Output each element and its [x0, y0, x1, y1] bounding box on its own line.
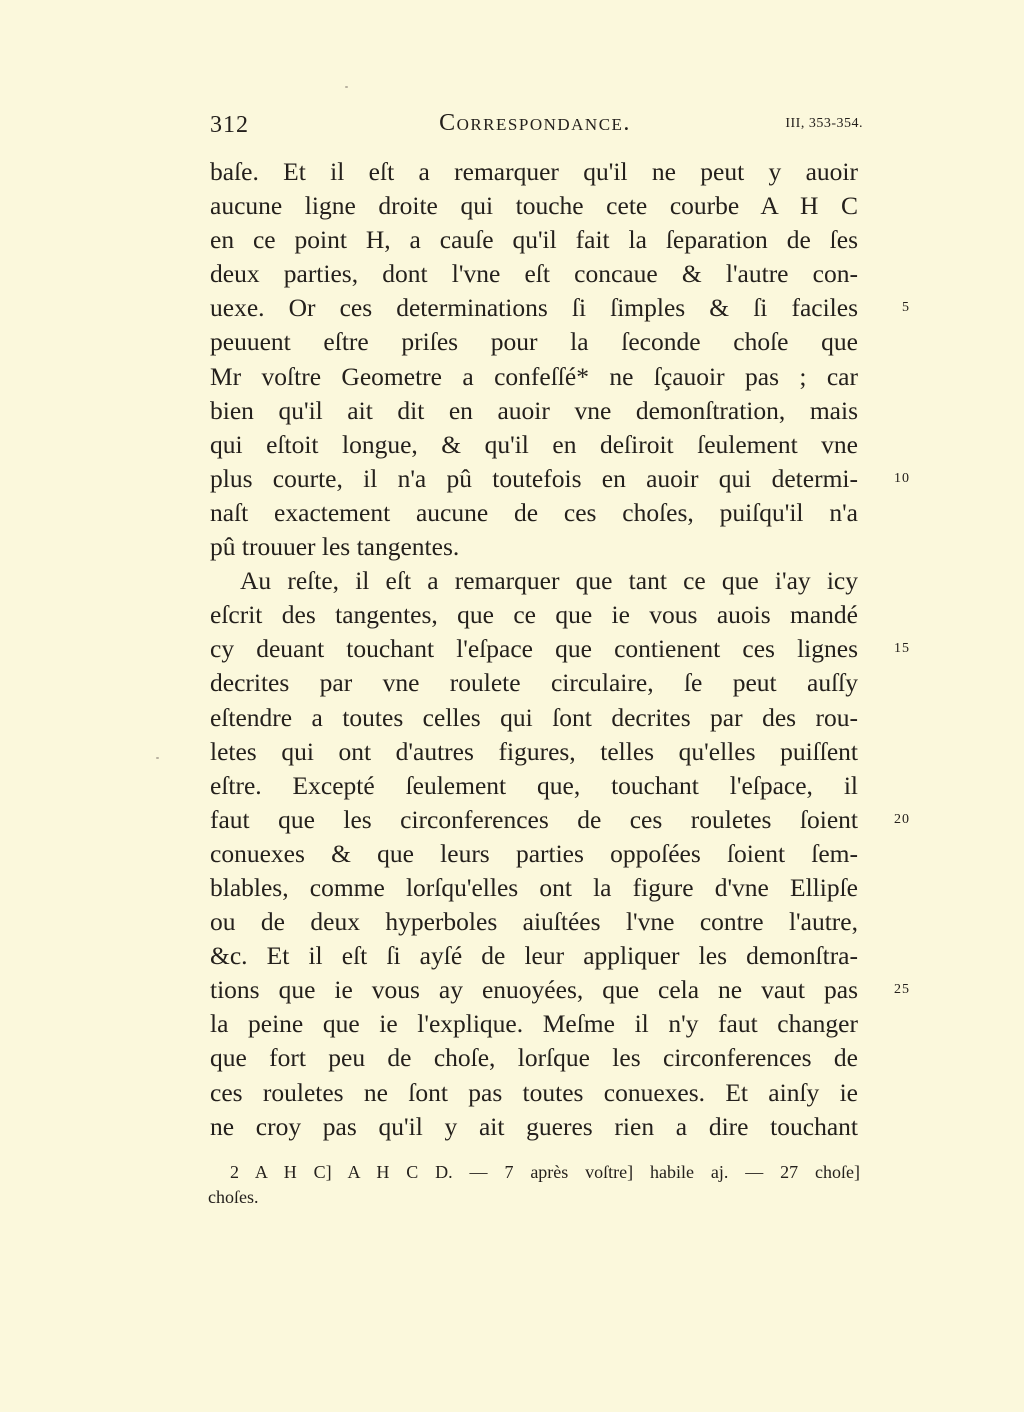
line-number: 5	[902, 300, 910, 316]
line-number: 20	[894, 811, 910, 827]
text-line: eſtendre a toutes celles qui ſont decrites par des rou-	[210, 702, 858, 732]
text-line: qui eſtoit longue, & qu'il en deſiroit ſeulement vne	[210, 429, 858, 459]
text-line: ne croy pas qu'il y ait gueres rien a dire touchant	[210, 1111, 858, 1141]
page-number: 312	[210, 112, 249, 138]
page-reference: III, 353-354.	[785, 116, 863, 131]
running-title: Correspondance.	[439, 110, 631, 136]
text-line: decrites par vne roulete circulaire, ſe peut auſſy	[210, 668, 858, 698]
text-line: la peine que ie l'explique. Meſme il n'y faut changer	[210, 1009, 858, 1039]
text-line: en ce point H, a cauſe qu'il fait la ſeparation de ſes	[210, 225, 858, 255]
text-line: eſcrit des tangentes, que ce que ie vous auois mandé	[210, 600, 858, 630]
text-line: faut que les circonferences de ces rouletes ſoient	[210, 804, 858, 834]
text-line: peuuent eſtre priſes pour la ſeconde choſe que	[210, 327, 858, 357]
text-line: pû trouuer les tangentes.	[210, 532, 460, 562]
page-header	[210, 108, 863, 144]
text-line: ou de deux hyperboles aiuſtées l'vne contre l'autre,	[210, 907, 858, 937]
text-line: bien qu'il ait dit en auoir vne demonſtration, mais	[210, 395, 858, 425]
text-line: naſt exactement aucune de ces choſes, puiſqu'il n'a	[210, 497, 858, 527]
footnotes	[208, 1160, 860, 1210]
line-number: 25	[894, 982, 910, 998]
line-number: 15	[894, 641, 910, 657]
line-number: 10	[894, 470, 910, 486]
text-line: que fort peu de choſe, lorſque les circonferences de	[210, 1043, 858, 1073]
text-line: blables, comme lorſqu'elles ont la figure d'vne Ellipſe	[210, 872, 858, 902]
text-line: aucune ligne droite qui touche cete courbe A H C	[210, 191, 858, 221]
paper-speck	[345, 86, 348, 88]
body-text	[210, 155, 858, 1144]
text-line: tions que ie vous ay enuoyées, que cela ne vaut pas	[210, 975, 858, 1005]
text-line: cy deuant touchant l'eſpace que contienent ces lignes	[210, 634, 858, 664]
footnote-line: 2 A H C] A H C D. — 7 après voſtre] habile aj. — 27 choſe]	[230, 1162, 860, 1182]
text-line: plus courte, il n'a pû toutefois en auoir qui determi-	[210, 463, 858, 493]
text-line: eſtre. Excepté ſeulement que, touchant l'eſpace, il	[210, 770, 858, 800]
text-line: uexe. Or ces determinations ſi ſimples & ſi faciles	[210, 293, 858, 323]
text-line: conuexes & que leurs parties oppoſées ſoient ſem-	[210, 838, 858, 868]
footnote-line: choſes.	[208, 1187, 259, 1207]
paper-speck	[156, 757, 159, 759]
text-line: Au reſte, il eſt a remarquer que tant ce que i'ay icy	[240, 566, 858, 596]
text-line: letes qui ont d'autres figures, telles qu'elles puiſſent	[210, 736, 858, 766]
text-line: &c. Et il eſt ſi ayſé de leur appliquer les demonſtra-	[210, 941, 858, 971]
text-line: baſe. Et il eſt a remarquer qu'il ne peut y auoir	[210, 157, 858, 186]
text-line: deux parties, dont l'vne eſt concaue & l'autre con-	[210, 259, 858, 289]
text-line: Mr voſtre Geometre a confeſſé* ne ſçauoir pas ; car	[210, 361, 858, 391]
text-line: ces rouletes ne ſont pas toutes conuexes. Et ainſy ie	[210, 1077, 858, 1107]
